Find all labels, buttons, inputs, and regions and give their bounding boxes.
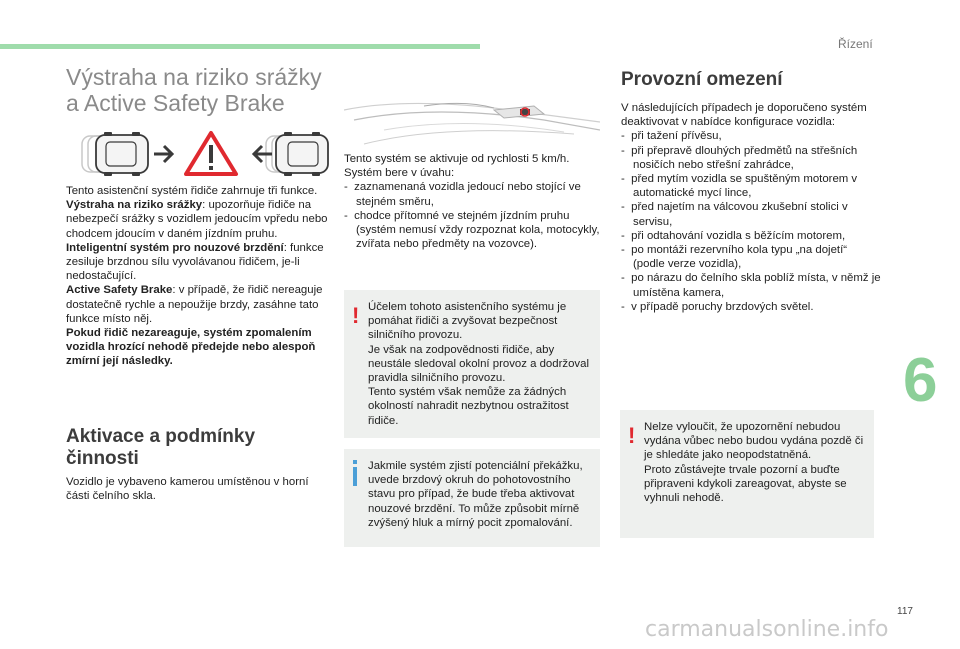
activation-speed-text: Tento systém se aktivuje od rychlosti 5 km/h.: [344, 153, 570, 165]
dash-symbol: -: [621, 300, 625, 313]
considers-text: Systém bere v úvahu:: [344, 167, 455, 180]
activation-heading: [66, 426, 326, 470]
chapter-number: 6: [903, 346, 938, 415]
warning-box-line: Účelem tohoto asistenčního systému je pomáhat řidiči a zvyšovat bezpečnost silničního provozu.: [368, 301, 567, 342]
dash-symbol: -: [344, 181, 348, 194]
limitation-item-text: při odtahování vozidla s běžícím motorem,: [631, 229, 846, 242]
collision-warning-text: : upozorňuje řidiče na nebezpečí srážky s vozidlem jedoucím vpředu nebo chodcem jdoucím v daném jízdním pruhu.: [66, 199, 328, 240]
emergency-brake-text: : funkce zesiluje brzdnou sílu vyvolávanou řidičem, je-li nedostačující.: [66, 241, 324, 283]
active-safety-brake-label: Active Safety Brake: [66, 284, 173, 297]
limitation-item: [621, 129, 881, 143]
collision-warning-label: Výstraha na riziko srážky: [66, 199, 203, 212]
warning-box-line: Tento systém však nemůže za žádných okolností nahradit nezbytnou ostražitost řidiče.: [368, 386, 569, 427]
limitation-item-text: v případě poruchy brzdových světel.: [631, 300, 814, 313]
activation-details: [344, 152, 600, 251]
limitation-item: [621, 200, 881, 228]
limitation-item: [621, 243, 881, 271]
warning-exclamation-icon: !: [628, 423, 636, 448]
limitation-item-text: před najetím na válcovou zkušební stolici v servisu,: [631, 201, 848, 228]
limitations-text-block: [621, 101, 881, 314]
intro-text-block: [66, 184, 334, 369]
warning-box-line: Nelze vyloučit, že upozornění nebudou vydána vůbec nebo budou vydána pozdě či je shledáte jako neopodstatněná.: [644, 421, 864, 462]
considers-item-text: zaznamenaná vozidla jedoucí nebo stojící ve stejném směru,: [354, 181, 581, 208]
warning-box-line: Je však na zodpovědnosti řidiče, aby neustále sledoval okolní provoz a dodržoval pravidla silničního provozu.: [368, 343, 589, 385]
warning-box-text: [644, 420, 868, 505]
dash-symbol: -: [621, 201, 625, 214]
driver-no-reaction-text: Pokud řidič nezareaguje, systém zpomalením vozidla hrozící nehodě předejde nebo alespoň zmírní její následky.: [66, 327, 316, 368]
dash-symbol: -: [621, 229, 625, 242]
dash-symbol: -: [621, 272, 625, 285]
section-name: Řízení: [838, 37, 873, 51]
dash-symbol: -: [621, 130, 625, 143]
accent-bar: [0, 44, 480, 49]
info-box-braking: [344, 449, 600, 547]
limitation-item-text: před mytím vozidla se spuštěným motorem v automatické mycí lince,: [631, 173, 858, 200]
dash-symbol: -: [621, 173, 625, 186]
emergency-brake-paragraph: [66, 241, 334, 284]
limitation-item-text: při tažení přívěsu,: [631, 130, 722, 143]
limitation-item-text: při přepravě dlouhých předmětů na střešních nosičích nebo střešní zahrádce,: [631, 144, 858, 171]
activation-heading-line1: Aktivace a podmínky: [66, 426, 256, 447]
activation-heading-line2: činnosti: [66, 448, 139, 469]
limitation-item-text: po nárazu do čelního skla poblíž místa, v němž je umístěna kamera,: [631, 272, 881, 299]
limitation-item: [621, 229, 881, 243]
watermark: carmanualsonline.info: [645, 617, 889, 642]
active-safety-brake-text: : v případě, že řidič nereaguje dostatečně rychle a nepoužije brzdy, zasáhne tato funkce místo něj.: [66, 284, 323, 325]
camera-paragraph: Vozidlo je vybaveno kamerou umístěnou v horní části čelního skla.: [66, 476, 309, 503]
emergency-brake-label: Inteligentní systém pro nouzové brzdění: [66, 241, 284, 254]
limitation-item: [621, 300, 881, 314]
limitation-item: [621, 172, 881, 200]
page-number: 117: [897, 606, 913, 617]
considers-item-text: chodce přítomné ve stejném jízdním pruhu (systém nemusí vždy rozpoznat kola, motocykly, zvířata nebo předměty na vozovce).: [354, 209, 600, 251]
limitation-item-text: po montáži rezervního kola typu „na dojetí“ (podle verze vozidla),: [631, 244, 848, 271]
warning-exclamation-icon: !: [352, 303, 360, 328]
dash-symbol: -: [621, 244, 625, 257]
page-title-line2: a Active Safety Brake: [66, 90, 285, 116]
collision-warning-illustration: [76, 130, 334, 178]
limitations-intro: V následujících případech je doporučeno systém deaktivovat v nabídce konfigurace vozidla:: [621, 102, 867, 129]
windscreen-camera-photo: [344, 100, 600, 146]
info-icon: [352, 460, 358, 486]
considers-item: [344, 209, 600, 252]
warning-box-alerts: [620, 410, 874, 538]
info-box-text: Jakmile systém zjistí potenciální překážku, uvede brzdový okruh do pohotovostního stavu pro případ, že bude třeba aktivovat nouzové brzdění. To může způsobit mírně zvýšený hluk a mírný pocit zpomalování.: [368, 460, 583, 529]
collision-warning-paragraph: [66, 198, 334, 241]
dash-symbol: -: [344, 209, 348, 222]
driver-no-reaction-paragraph: [66, 326, 334, 369]
limitation-item: [621, 271, 881, 299]
warning-box-purpose: [344, 290, 600, 438]
page-title: [66, 64, 346, 116]
dash-symbol: -: [621, 144, 625, 157]
warning-box-line: Proto zůstávejte trvale pozorní a buďte připraveni kdykoli zareagovat, abyste se vyhnuli nehodě.: [644, 463, 847, 505]
intro-paragraph: Tento asistenční systém řidiče zahrnuje tři funkce.: [66, 185, 318, 197]
limitations-heading: Provozní omezení: [621, 69, 783, 90]
warning-box-text: [368, 300, 594, 428]
considers-item: [344, 180, 600, 208]
active-safety-brake-paragraph: [66, 283, 334, 326]
page-title-line1: Výstraha na riziko srážky: [66, 64, 322, 90]
limitation-item: [621, 144, 881, 172]
